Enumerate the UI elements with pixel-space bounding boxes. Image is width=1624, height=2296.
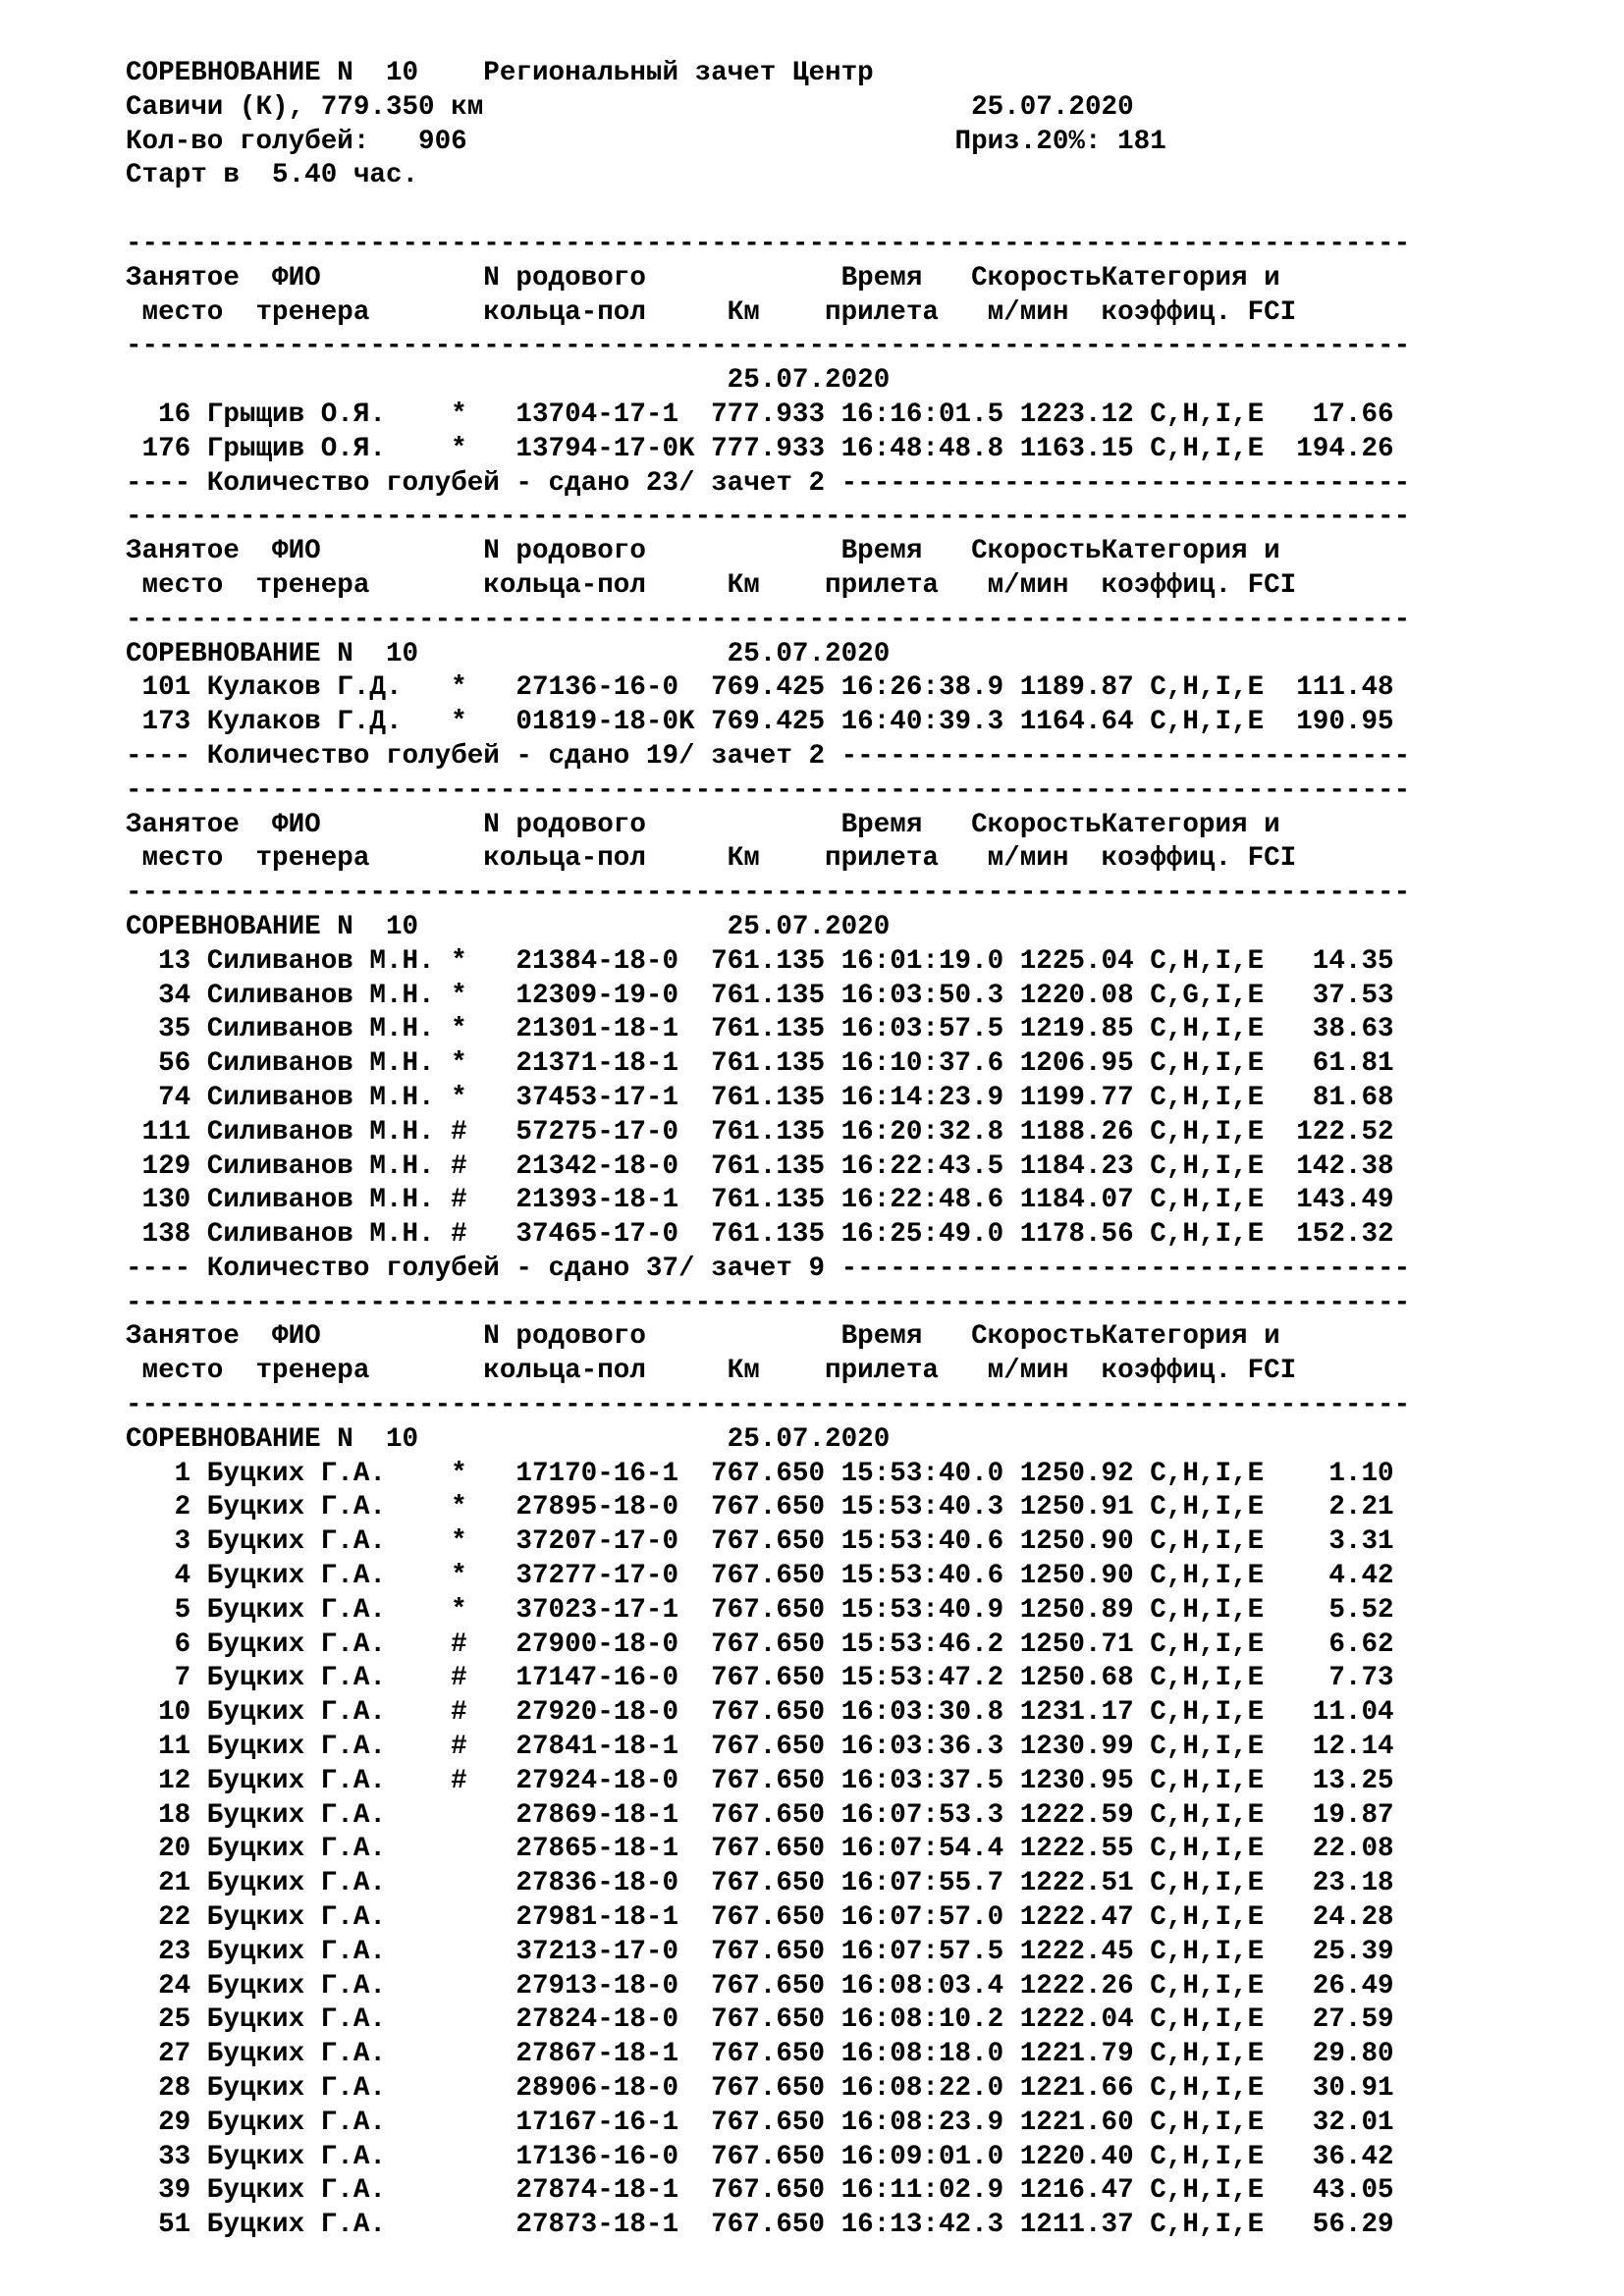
table-row: 29 Буцких Г.А. 17167-16-1 767.650 16:08:23.9 1221.60 C,H,I,E 32.01 xyxy=(126,2107,1394,2138)
section-date-line: 25.07.2020 xyxy=(126,365,891,397)
table-row: 11 Буцких Г.А. # 27841-18-1 767.650 16:03:36.3 1230.99 C,H,I,E 12.14 xyxy=(126,1732,1394,1763)
table-row: 28 Буцких Г.А. 28906-18-0 767.650 16:08:22.0 1221.66 C,H,I,E 30.91 xyxy=(126,2073,1394,2105)
table-row: 6 Буцких Г.А. # 27900-18-0 767.650 15:53:46.2 1250.71 C,H,I,E 6.62 xyxy=(126,1629,1394,1660)
separator-line: ------------------------------------------------------------------------------- xyxy=(126,604,1411,635)
table-row: 173 Кулаков Г.Д. * 01819-18-0K 769.425 16:40:39.3 1164.64 C,H,I,E 190.95 xyxy=(126,707,1394,738)
table-row: 3 Буцких Г.А. * 37207-17-0 767.650 15:53:40.6 1250.90 C,H,I,E 3.31 xyxy=(126,1526,1394,1558)
summary-line: ---- Количество голубей - сдано 19/ зачет 2 ----------------------------------- xyxy=(126,740,1411,772)
table-row: 12 Буцких Г.А. # 27924-18-0 767.650 16:03:37.5 1230.95 C,H,I,E 13.25 xyxy=(126,1765,1394,1796)
table-row: 21 Буцких Г.А. 27836-18-0 767.650 16:07:55.7 1222.51 C,H,I,E 23.18 xyxy=(126,1868,1394,1899)
report-title-line: СОРЕВНОВАНИЕ N 10 Региональный зачет Центр xyxy=(126,58,874,88)
table-row: 130 Силиванов М.Н. # 21393-18-1 761.135 16:22:48.6 1184.07 C,H,I,E 143.49 xyxy=(126,1185,1394,1216)
table-row: 35 Силиванов М.Н. * 21301-18-1 761.135 16:03:57.5 1219.85 C,H,I,E 38.63 xyxy=(126,1014,1394,1045)
column-header-row2: место тренера кольца-пол Км прилета м/мин коэффиц. FCI xyxy=(126,569,1297,601)
table-row: 13 Силиванов М.Н. * 21384-18-0 761.135 16:01:19.0 1225.04 C,H,I,E 14.35 xyxy=(126,945,1394,977)
table-row: 138 Силиванов М.Н. # 37465-17-0 761.135 16:25:49.0 1178.56 C,H,I,E 152.32 xyxy=(126,1219,1394,1251)
blank-line xyxy=(126,193,1598,228)
table-row: 33 Буцких Г.А. 17136-16-0 767.650 16:09:01.0 1220.40 C,H,I,E 36.42 xyxy=(126,2141,1394,2172)
table-row: 27 Буцких Г.А. 27867-18-1 767.650 16:08:18.0 1221.79 C,H,I,E 29.80 xyxy=(126,2039,1394,2070)
table-row: 1 Буцких Г.А. * 17170-16-1 767.650 15:53:40.0 1250.92 C,H,I,E 1.10 xyxy=(126,1458,1394,1489)
column-header-row2: место тренера кольца-пол Км прилета м/мин коэффиц. FCI xyxy=(126,1356,1297,1387)
summary-line: ---- Количество голубей - сдано 23/ зачет 2 ----------------------------------- xyxy=(126,467,1411,499)
table-row: 56 Силиванов М.Н. * 21371-18-1 761.135 16:10:37.6 1206.95 C,H,I,E 61.81 xyxy=(126,1048,1394,1080)
separator-line: ------------------------------------------------------------------------------- xyxy=(126,1390,1411,1421)
column-header-row1: Занятое ФИО N родового Время СкоростьКатегория и xyxy=(126,536,1280,567)
column-header-row1: Занятое ФИО N родового Время СкоростьКатегория и xyxy=(126,809,1280,840)
separator-line: ------------------------------------------------------------------------------- xyxy=(126,774,1411,806)
location-line: Савичи (К), 779.350 км 25.07.2020 xyxy=(126,91,1134,123)
separator-line: ------------------------------------------------------------------------------- xyxy=(126,878,1411,909)
table-row: 4 Буцких Г.А. * 37277-17-0 767.650 15:53:40.6 1250.90 C,H,I,E 4.42 xyxy=(126,1561,1394,1592)
table-row: 2 Буцких Г.А. * 27895-18-0 767.650 15:53:40.3 1250.91 C,H,I,E 2.21 xyxy=(126,1492,1394,1523)
table-row: 51 Буцких Г.А. 27873-18-1 767.650 16:13:42.3 1211.37 C,H,I,E 56.29 xyxy=(126,2210,1394,2241)
section-date-line: СОРЕВНОВАНИЕ N 10 25.07.2020 xyxy=(126,1423,891,1455)
column-header-row1: Занятое ФИО N родового Время СкоростьКатегория и xyxy=(126,1321,1280,1353)
results-report xyxy=(126,57,1598,2243)
separator-line: ------------------------------------------------------------------------------- xyxy=(126,331,1411,362)
table-row: 24 Буцких Г.А. 27913-18-0 767.650 16:08:03.4 1222.26 C,H,I,E 26.49 xyxy=(126,1970,1394,2002)
table-row: 20 Буцких Г.А. 27865-18-1 767.650 16:07:54.4 1222.55 C,H,I,E 22.08 xyxy=(126,1834,1394,1865)
table-row: 129 Силиванов М.Н. # 21342-18-0 761.135 16:22:43.5 1184.23 C,H,I,E 142.38 xyxy=(126,1150,1394,1182)
pigeons-line: Кол-во голубей: 906 Приз.20%: 181 xyxy=(126,126,1166,157)
table-row: 111 Силиванов М.Н. # 57275-17-0 761.135 16:20:32.8 1188.26 C,H,I,E 122.52 xyxy=(126,1116,1394,1148)
column-header-row2: место тренера кольца-пол Км прилета м/мин коэффиц. FCI xyxy=(126,296,1297,328)
table-row: 101 Кулаков Г.Д. * 27136-16-0 769.425 16:26:38.9 1189.87 C,H,I,E 111.48 xyxy=(126,672,1394,704)
table-row: 25 Буцких Г.А. 27824-18-0 767.650 16:08:10.2 1222.04 C,H,I,E 27.59 xyxy=(126,2004,1394,2036)
table-row: 39 Буцких Г.А. 27874-18-1 767.650 16:11:02.9 1216.47 C,H,I,E 43.05 xyxy=(126,2175,1394,2207)
table-row: 16 Грыщив О.Я. * 13704-17-1 777.933 16:16:01.5 1223.12 C,H,I,E 17.66 xyxy=(126,399,1394,430)
table-row: 22 Буцких Г.А. 27981-18-1 767.650 16:07:57.0 1222.47 C,H,I,E 24.28 xyxy=(126,1902,1394,1934)
table-row: 23 Буцких Г.А. 37213-17-0 767.650 16:07:57.5 1222.45 C,H,I,E 25.39 xyxy=(126,1936,1394,1967)
separator-line: ------------------------------------------------------------------------------- xyxy=(126,228,1411,259)
column-header-row1: Занятое ФИО N родового Время СкоростьКатегория и xyxy=(126,262,1280,294)
separator-line: ------------------------------------------------------------------------------- xyxy=(126,1287,1411,1318)
table-row: 10 Буцких Г.А. # 27920-18-0 767.650 16:03:30.8 1231.17 C,H,I,E 11.04 xyxy=(126,1697,1394,1729)
table-row: 34 Силиванов М.Н. * 12309-19-0 761.135 16:03:50.3 1220.08 C,G,I,E 37.53 xyxy=(126,980,1394,1011)
section-date-line: СОРЕВНОВАНИЕ N 10 25.07.2020 xyxy=(126,638,891,669)
table-row: 7 Буцких Г.А. # 17147-16-0 767.650 15:53:47.2 1250.68 C,H,I,E 7.73 xyxy=(126,1663,1394,1694)
column-header-row2: место тренера кольца-пол Км прилета м/мин коэффиц. FCI xyxy=(126,843,1297,875)
start-line: Старт в 5.40 час. xyxy=(126,160,419,191)
summary-line: ---- Количество голубей - сдано 37/ зачет 9 ----------------------------------- xyxy=(126,1253,1411,1284)
table-row: 74 Силиванов М.Н. * 37453-17-1 761.135 16:14:23.9 1199.77 C,H,I,E 81.68 xyxy=(126,1082,1394,1113)
table-row: 18 Буцких Г.А. 27869-18-1 767.650 16:07:53.3 1222.59 C,H,I,E 19.87 xyxy=(126,1799,1394,1831)
section-date-line: СОРЕВНОВАНИЕ N 10 25.07.2020 xyxy=(126,911,891,942)
separator-line: ------------------------------------------------------------------------------- xyxy=(126,502,1411,533)
table-row: 5 Буцких Г.А. * 37023-17-1 767.650 15:53:40.9 1250.89 C,H,I,E 5.52 xyxy=(126,1594,1394,1626)
table-row: 176 Грыщив О.Я. * 13794-17-0K 777.933 16:48:48.8 1163.15 C,H,I,E 194.26 xyxy=(126,433,1394,464)
